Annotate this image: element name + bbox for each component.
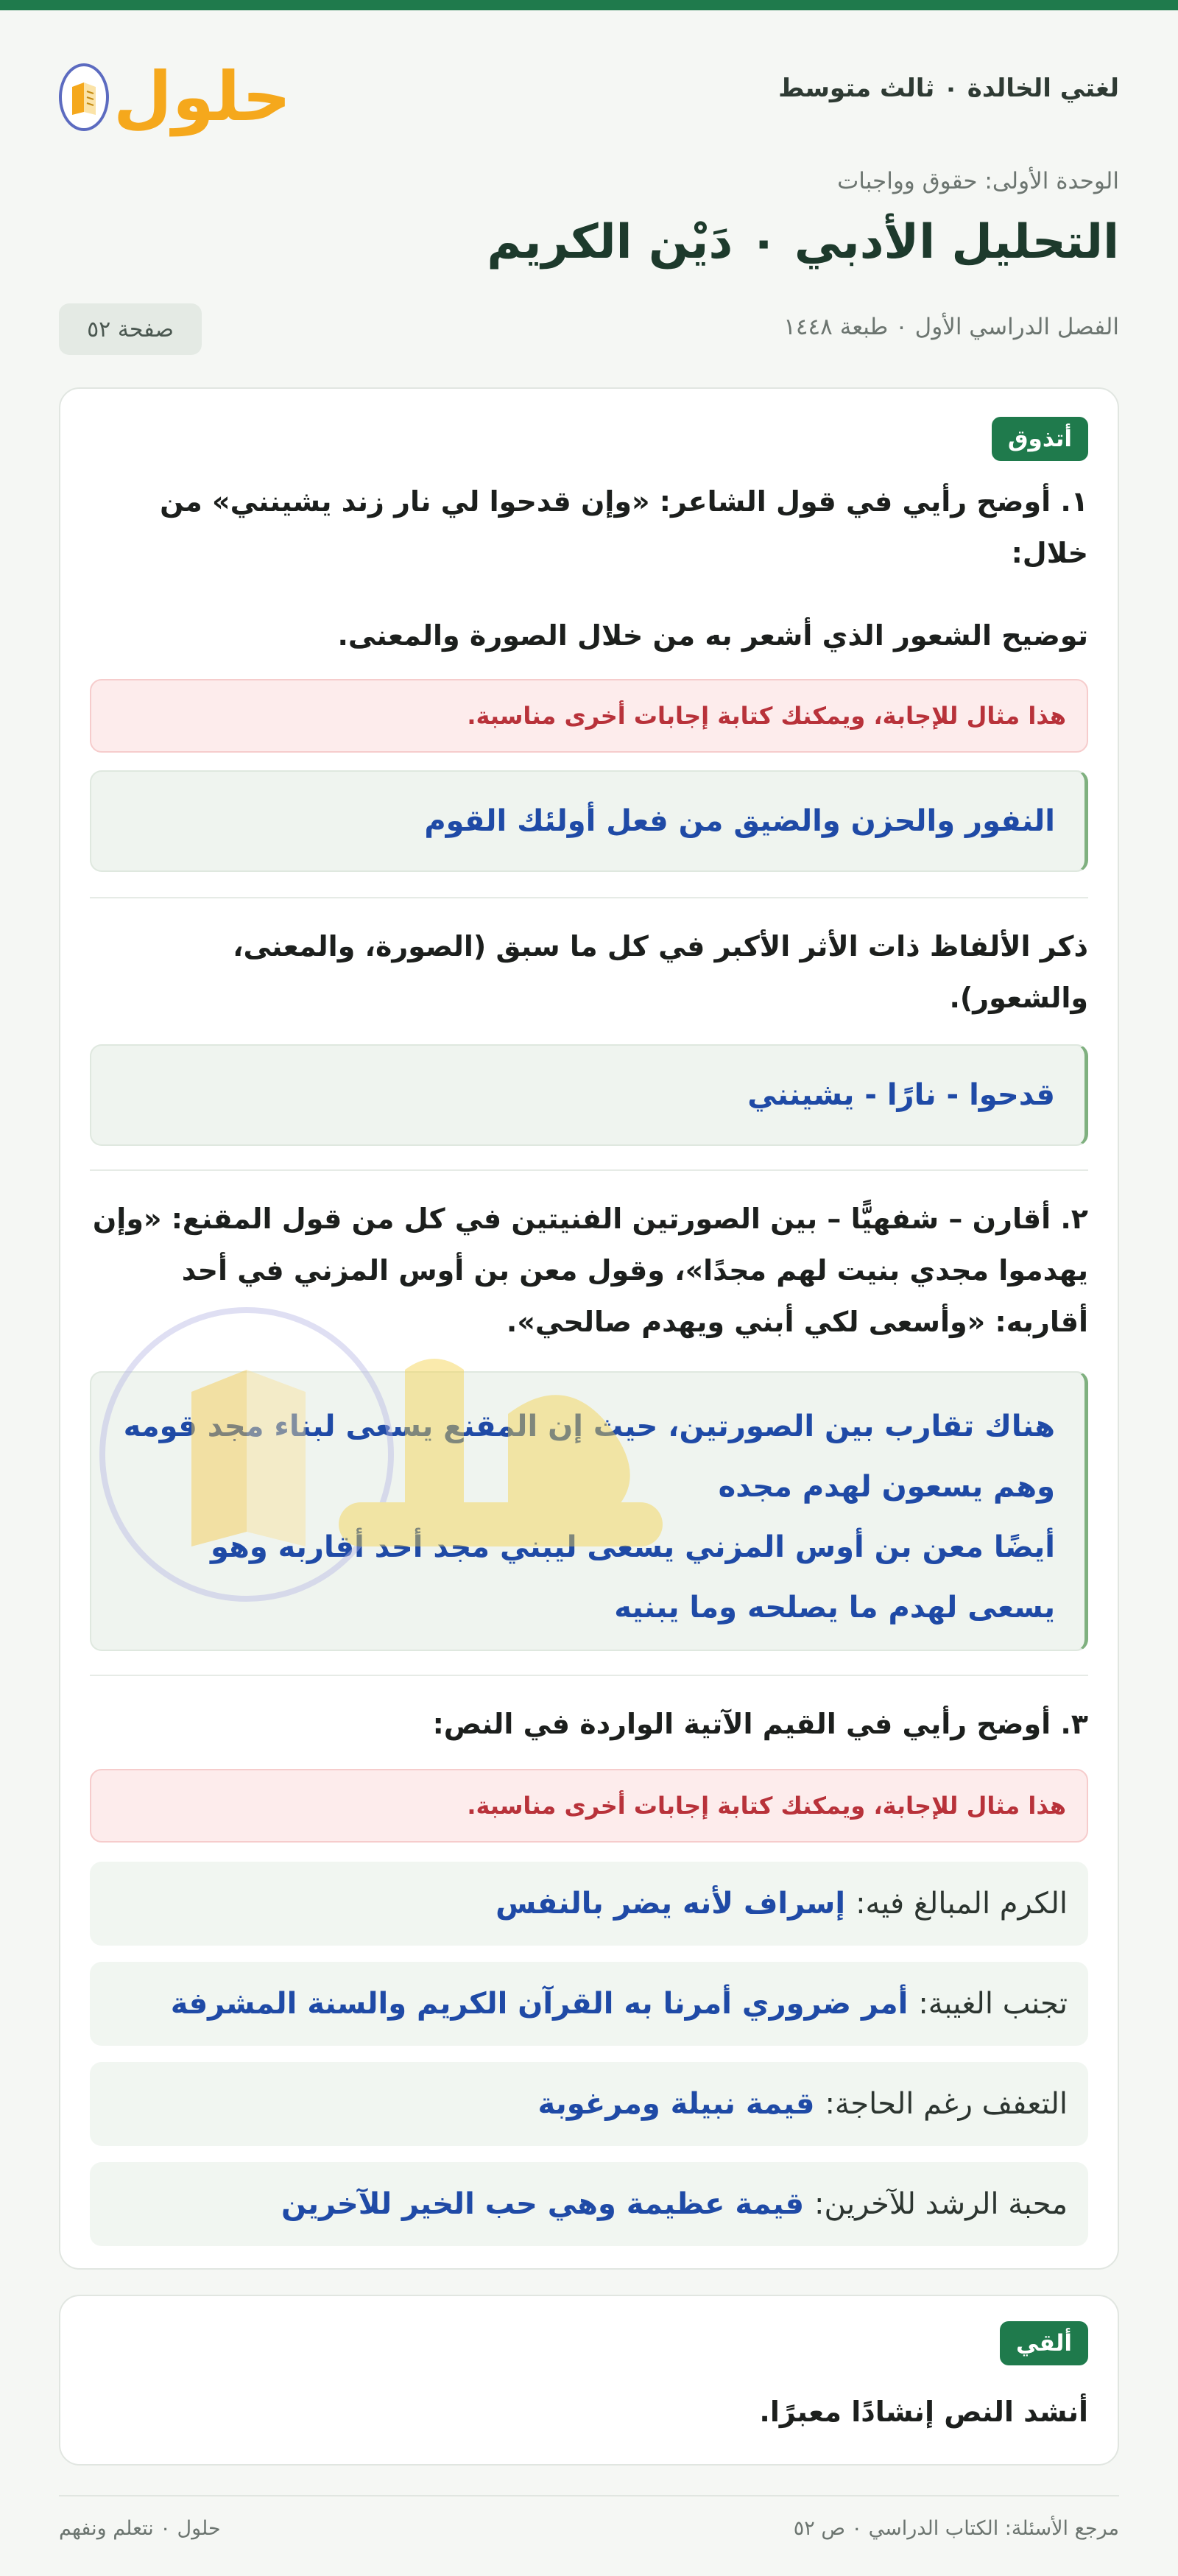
- divider: [90, 1675, 1088, 1676]
- value-row: [90, 2062, 1088, 2146]
- example-note: هذا مثال للإجابة، ويمكنك كتابة إجابات أخرى مناسبة.: [90, 679, 1088, 753]
- value-answer: قيمة نبيلة ومرغوبة: [537, 2087, 815, 2121]
- example-note-2: هذا مثال للإجابة، ويمكنك كتابة إجابات أخرى مناسبة.: [90, 1769, 1088, 1843]
- term-edition: الفصل الدراسي الأول ٠ طبعة ١٤٤٨: [783, 314, 1119, 340]
- recitation-instruction: أنشد النص إنشادًا معبرًا.: [759, 2396, 1088, 2428]
- footer-divider: [59, 2495, 1119, 2496]
- top-accent-bar: [0, 0, 1178, 10]
- page-number-badge: صفحة ٥٢: [59, 303, 202, 355]
- value-answer: إسراف لأنه يضر بالنفس: [495, 1887, 846, 1921]
- footer-source: مرجع الأسئلة: الكتاب الدراسي ٠ ص ٥٢: [793, 2517, 1119, 2540]
- subject-grade: لغتي الخالدة ٠ ثالث متوسط: [778, 74, 1119, 103]
- value-answer: أمر ضروري أمرنا به القرآن الكريم والسنة المشرفة: [170, 1987, 909, 2021]
- book-icon: [59, 63, 109, 131]
- divider: [90, 897, 1088, 898]
- value-label: تجنب الغيبة:: [918, 1987, 1068, 2021]
- logo[interactable]: [59, 53, 292, 141]
- answer-2-line-2: أيضًا معن بن أوس المزني يسعى ليبني مجد أحد أقاربه وهو يسعى لهدم ما يصلحه وما يبنيه: [211, 1530, 1055, 1625]
- value-answer: قيمة عظيمة وهي حب الخير للآخرين: [281, 2187, 805, 2221]
- answer-2: [90, 1371, 1088, 1651]
- question-2: ٢. أقارن – شفهيًّا – بين الصورتين الفنيتين في كل من قول المقنع: «وإن يهدموا مجدي بنيت لهم مجدًا»، وقول معن بن أوس المزني في أحد أقاربه: «وأسعى لكي أبني ويهدم صالحي».: [92, 1203, 1088, 1338]
- footer-brand[interactable]: حلول ٠ نتعلم ونفهم: [59, 2517, 221, 2540]
- question-1: ١. أوضح رأيي في قول الشاعر: «وإن قدحوا لي نار زند يشينني» من خلال:: [160, 485, 1088, 569]
- section-tag: ألقي: [1000, 2321, 1088, 2365]
- page-title: التحليل الأدبي ٠ دَيْن الكريم: [487, 215, 1119, 270]
- value-label: التعفف رغم الحاجة:: [825, 2087, 1068, 2121]
- question-1b: ذكر الألفاظ ذات الأثر الأكبر في كل ما سبق (الصورة، والمعنى، والشعور).: [233, 930, 1088, 1014]
- question-1a: توضيح الشعور الذي أشعر به من خلال الصورة والمعنى.: [337, 619, 1088, 652]
- page-header: [59, 53, 1119, 141]
- unit-label: الوحدة الأولى: حقوق وواجبات: [837, 168, 1119, 194]
- divider: [90, 1169, 1088, 1171]
- value-row: [90, 2162, 1088, 2246]
- answer-1a: النفور والحزن والضيق من فعل أولئك القوم: [90, 770, 1088, 872]
- question-3: ٣. أوضح رأيي في القيم الآتية الواردة في النص:: [432, 1708, 1088, 1740]
- answer-2-line-1: هناك تقارب بين الصورتين، حيث إن المقنع يسعى لبناء مجد قومه وهم يسعون لهدم مجده: [123, 1410, 1055, 1504]
- value-label: محبة الرشد للآخرين:: [814, 2187, 1068, 2221]
- section-tag: أتذوق: [992, 417, 1088, 461]
- answer-1b: قدحوا - نارًا - يشينني: [90, 1044, 1088, 1146]
- value-row: [90, 1862, 1088, 1946]
- value-row: [90, 1962, 1088, 2046]
- value-label: الكرم المبالغ فيه:: [856, 1887, 1068, 1921]
- recitation-card: [59, 2295, 1119, 2466]
- appreciation-card: [59, 387, 1119, 2270]
- logo-text: حلول: [113, 57, 292, 136]
